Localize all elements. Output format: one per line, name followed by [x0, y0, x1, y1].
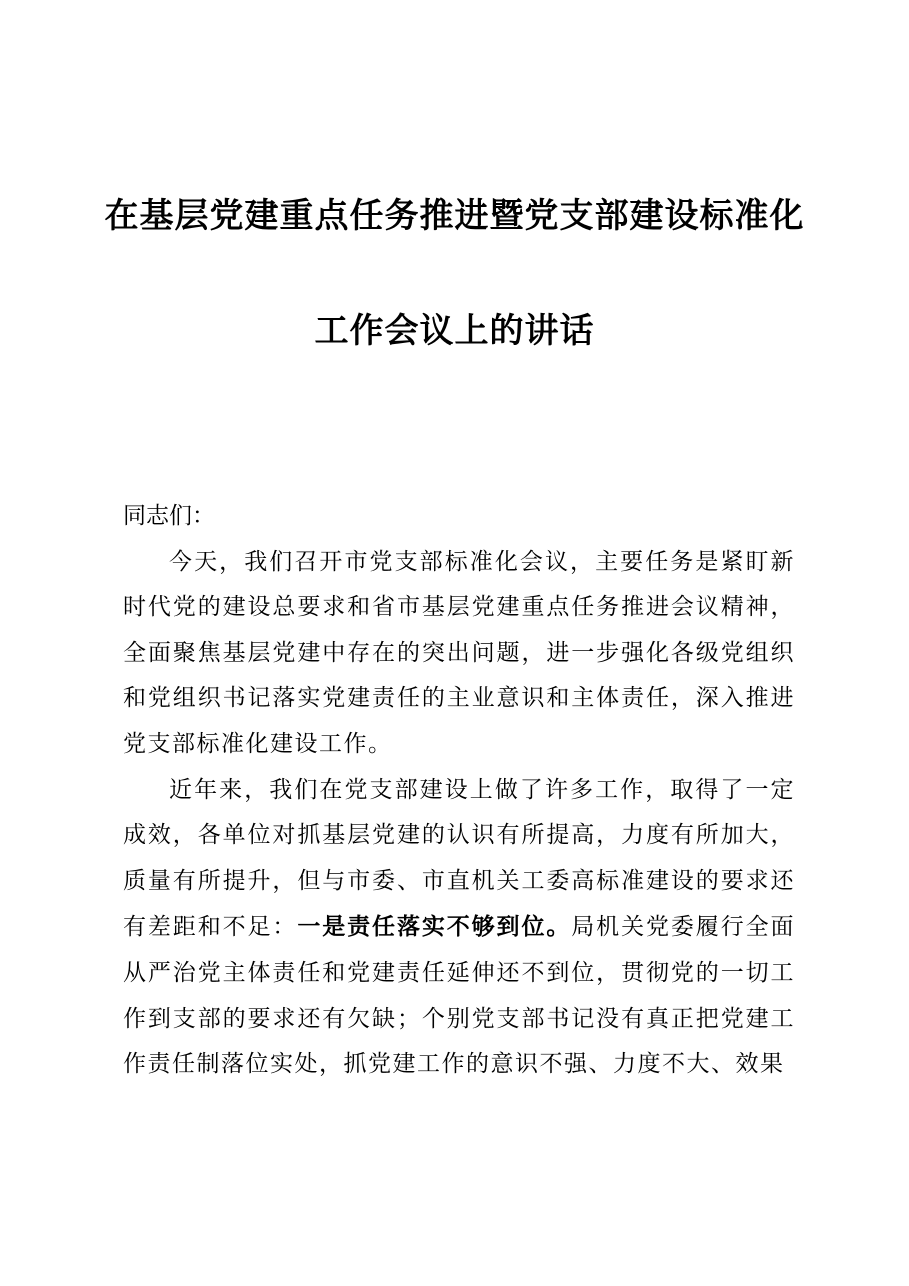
paragraph-1: 今天，我们召开市党支部标准化会议，主要任务是紧盯新时代党的建设总要求和省市基层党建重点任务推进会议精神，全面聚焦基层党建中存在的突出问题，进一步强化各级党组织和党组织书记落实党建责任的主业意识和主体责任，深入推进党支部标准化建设工作。 [123, 548, 795, 757]
paragraph-2 [123, 768, 795, 1088]
paragraph-2-text-after: 局机关党委履行全面从严治党主体责任和党建责任延伸还不到位，贯彻党的一切工作到支部的要求还有欠缺；个别党支部书记没有真正把党建工作责任制落位实处，抓党建工作的意识不强、力度不大、效果 [123, 914, 796, 1078]
paragraph-2-text-before: 近年来，我们在党支部建设上做了许多工作，取得了一定成效，各单位对抓基层党建的认识有所提高，力度有所加大，质量有所提升，但与市委、市直机关工委高标准建设的要求还有差距和不足： [123, 776, 795, 941]
paragraph-2-bold-point: 一是责任落实不够到位。 [297, 913, 572, 941]
document-body [123, 494, 795, 1088]
document-title-line-2: 工作会议上的讲话 [314, 311, 595, 351]
document-title-line-1: 在基层党建重点任务推进暨党支部建设标准化 [104, 196, 805, 236]
salutation: 同志们： [123, 503, 215, 529]
